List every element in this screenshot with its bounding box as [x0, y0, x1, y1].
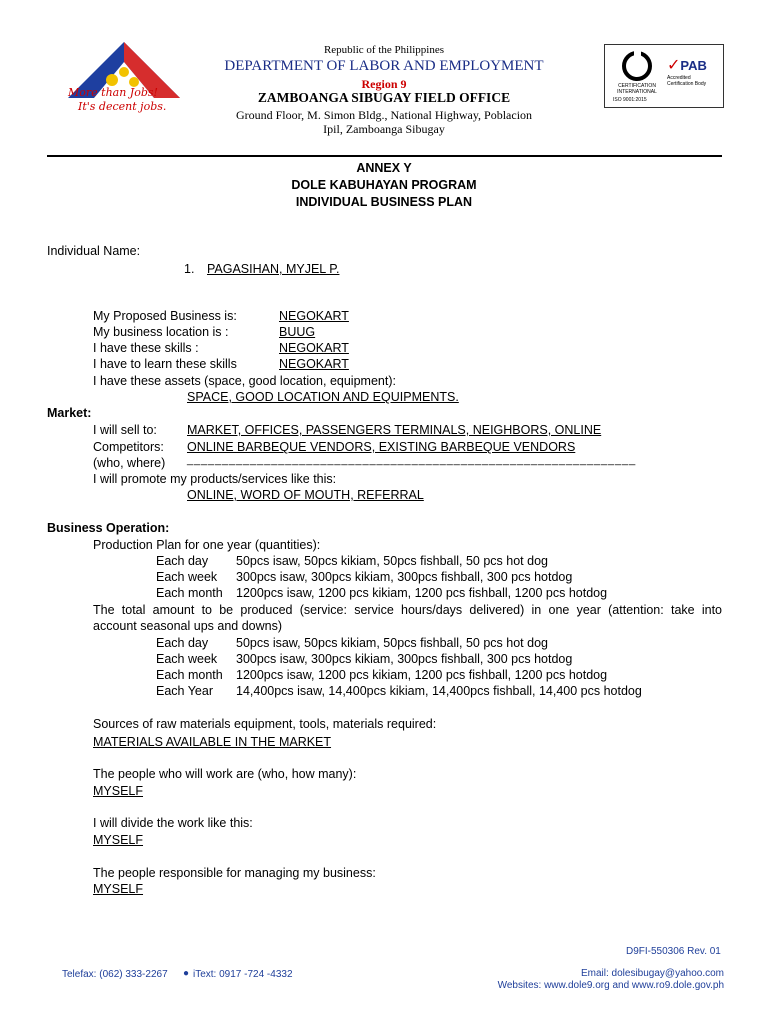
- individual-name-value: PAGASIHAN, MYJEL P.: [207, 262, 340, 276]
- sources-label: Sources of raw materials equipment, tools, materials required:: [93, 717, 437, 731]
- plan-title: INDIVIDUAL BUSINESS PLAN: [295, 195, 473, 209]
- department-title: DEPARTMENT OF LABOR AND EMPLOYMENT: [224, 58, 544, 74]
- learn-skills-label: I have to learn these skills: [93, 357, 237, 371]
- people-label: The people who will work are (who, how many):: [93, 767, 357, 781]
- pab-mark: ✓PAB Accredited Certification Body: [667, 55, 717, 87]
- location-value: BUUG: [279, 325, 316, 339]
- pab-text: PAB: [680, 58, 707, 73]
- sell-to-value: MARKET, OFFICES, PASSENGERS TERMINALS, NEIGHBORS, ONLINE: [187, 423, 602, 437]
- sources-value: MATERIALS AVAILABLE IN THE MARKET: [93, 735, 332, 749]
- total-amount-line-2: account seasonal ups and downs): [93, 619, 283, 633]
- who-where-label: (who, where): [93, 456, 166, 470]
- region-label: Region 9: [361, 77, 407, 91]
- divide-work-value: MYSELF: [93, 833, 144, 847]
- individual-number: 1.: [184, 262, 195, 276]
- total-row-week-period: Each week: [156, 652, 218, 666]
- itext: iText: 0917 -724 -4332: [193, 969, 293, 980]
- learn-skills-value: NEGOKART: [279, 357, 349, 371]
- plan-row-day-value: 50pcs isaw, 50pcs kikiam, 50pcs fishball, 50 pcs hot dog: [236, 554, 548, 568]
- websites: Websites: www.dole9.org and www.ro9.dole.gov.ph: [497, 980, 724, 991]
- total-row-day-value: 50pcs isaw, 50pcs kikiam, 50pcs fishball, 50 pcs hot dog: [236, 636, 548, 650]
- field-office-title: ZAMBOANGA SIBUGAY FIELD OFFICE: [257, 90, 511, 105]
- total-row-week-value: 300pcs isaw, 300pcs kikiam, 300pcs fishball, 300 pcs hotdog: [236, 652, 573, 666]
- plan-row-day-period: Each day: [156, 554, 209, 568]
- logo-slogan-2: It's decent jobs.: [78, 100, 167, 113]
- individual-name-label: Individual Name:: [47, 244, 141, 258]
- assets-value: SPACE, GOOD LOCATION AND EQUIPMENTS.: [187, 390, 459, 404]
- logo-slogan-1: More than Jobs!: [68, 86, 158, 99]
- production-plan-label: Production Plan for one year (quantities):: [93, 538, 321, 552]
- bullet-icon: ●: [183, 968, 190, 979]
- skills-value: NEGOKART: [279, 341, 349, 355]
- total-row-month-period: Each month: [156, 668, 223, 682]
- document-code: D9FI-550306 Rev. 01: [626, 946, 721, 957]
- total-amount-line-1: The total amount to be produced (service: service hours/days delivered) in one year (attention: take into: [93, 603, 722, 617]
- operation-heading: Business Operation:: [47, 521, 170, 535]
- location-label: My business location is :: [93, 325, 229, 339]
- annex-title: ANNEX Y: [356, 161, 412, 175]
- skills-label: I have these skills :: [93, 341, 199, 355]
- pab-sub: Accredited Certification Body: [667, 75, 707, 87]
- plan-row-month-value: 1200pcs isaw, 1200 pcs kikiam, 1200 pcs fishball, 1200 pcs hotdog: [236, 586, 608, 600]
- competitors-value: ONLINE BARBEQUE VENDORS, EXISTING BARBEQUE VENDORS: [187, 440, 576, 454]
- proposed-business-label: My Proposed Business is:: [93, 309, 237, 323]
- plan-row-week-period: Each week: [156, 570, 218, 584]
- divide-work-label: I will divide the work like this:: [93, 816, 253, 830]
- promote-label: I will promote my products/services like this:: [93, 472, 337, 486]
- cert-label: CERTIFICATION INTERNATIONAL: [617, 83, 657, 95]
- total-row-day-period: Each day: [156, 636, 209, 650]
- people-value: MYSELF: [93, 784, 144, 798]
- plan-row-week-value: 300pcs isaw, 300pcs kikiam, 300pcs fishball, 300 pcs hotdog: [236, 570, 573, 584]
- cert-iso: ISO 9001:2015: [613, 97, 647, 103]
- email: Email: dolesibugay@yahoo.com: [580, 968, 724, 979]
- certification-logo: [604, 44, 724, 108]
- competitors-label: Competitors:: [93, 440, 164, 454]
- republic-line: Republic of the Philippines: [323, 44, 445, 56]
- managing-label: The people responsible for managing my business:: [93, 866, 376, 880]
- program-title: DOLE KABUHAYAN PROGRAM: [291, 178, 477, 192]
- assets-label: I have these assets (space, good location, equipment):: [93, 374, 396, 388]
- address-line-1: Ground Floor, M. Simon Bldg., National Highway, Poblacion: [235, 108, 533, 122]
- telefax: Telefax: (062) 333-2267: [62, 969, 168, 980]
- total-row-year-value: 14,400pcs isaw, 14,400pcs kikiam, 14,400pcs fishball, 14,400 pcs hotdog: [236, 684, 642, 698]
- proposed-business-value: NEGOKART: [279, 309, 349, 323]
- sell-to-label: I will sell to:: [93, 423, 157, 437]
- plan-row-month-period: Each month: [156, 586, 223, 600]
- cert-circle-icon: [617, 49, 657, 83]
- address-line-2: Ipil, Zamboanga Sibugay: [323, 122, 445, 136]
- who-where-blank: ________________________________________________________________: [187, 454, 637, 466]
- total-row-year-period: Each Year: [156, 684, 213, 698]
- header-divider: [47, 155, 722, 157]
- market-heading: Market:: [47, 406, 92, 420]
- managing-value: MYSELF: [93, 882, 144, 896]
- promote-value: ONLINE, WORD OF MOUTH, REFERRAL: [187, 488, 424, 502]
- total-row-month-value: 1200pcs isaw, 1200 pcs kikiam, 1200 pcs fishball, 1200 pcs hotdog: [236, 668, 608, 682]
